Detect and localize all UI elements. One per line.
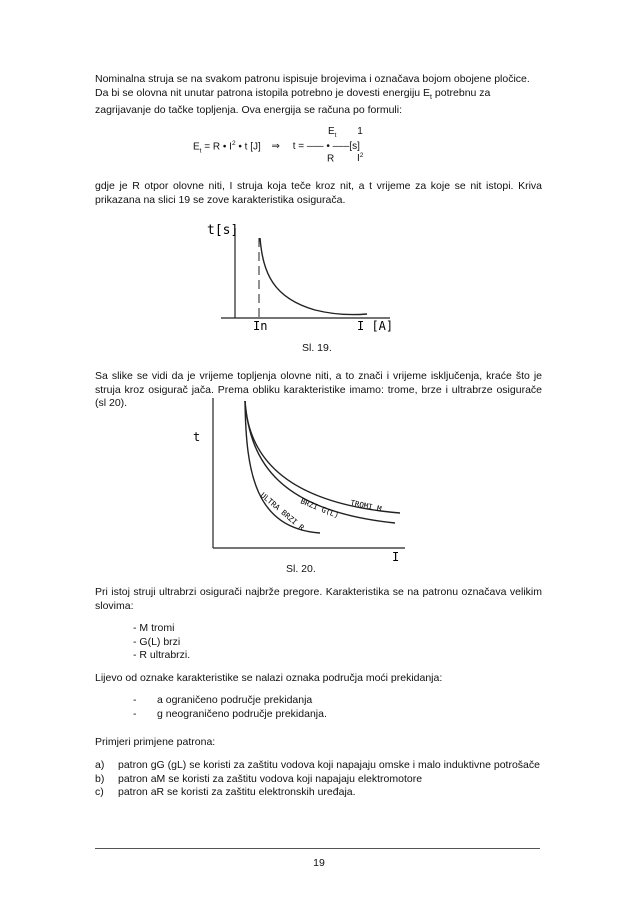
intro-line-3: zagrijavanje do tačke topljenja. Ova energija se računa po formuli: [95,104,403,117]
breaking-range-list [133,694,327,721]
fig19-in-label: In [253,319,268,333]
figure-19 [195,218,405,334]
formula-explanation: gdje je R otpor olovne niti, I struja koja teče kroz nit, a t vrijeme za koje se nit istopi. Kriva prikazana na slici 19 se zove karakteristika osigurača. [95,180,542,206]
intro-paragraph [95,73,542,118]
fig20-label-brzi: BRZI G(L) [299,496,341,521]
formula-main-line: $E_t = R$ • $I^2$ • t [J] ⇒ t = ––– • –––[s] [193,140,360,155]
fig19-caption: Sl. 19. [302,342,332,354]
examples-list [95,759,542,800]
intro-line-2: Da bi se olovna nit unutar patrona istopila potrebno je dovesti energiju $E_t$ potrebnu za [95,86,491,101]
list-item: - M tromi [133,622,175,634]
fig20-x-label: I [392,550,400,563]
list-item: a) patron gG (gL) se koristi za zaštitu vodova koji napajaju omske i malo induktivne potrošače [95,759,540,771]
implies-symbol: ⇒ [271,141,280,153]
page-number: 19 [313,857,325,869]
formula-denominators: R $I^2$ [327,152,364,165]
fig19-y-label: t[s] [207,223,239,238]
intro-line-1: Nominalna struja se na svakom patronu ispisuje brojevima i označava bojom obojene pločice. [95,73,530,85]
list-item: - a ograničeno područje prekidanja [133,694,313,706]
ultrafast-paragraph: Pri istoj struji ultrabrzi osigurači najbrže pregore. Karakteristika se na patronu označava velikim slovima: [95,586,542,612]
characteristics-paragraph: Sa slike se vidi da je vrijeme topljenja olovne niti, a to znači i vrijeme isključenja, kraće što je struja kroz osigurač jača. Prema obliku karakteristike imamo: trome, brze i ultrabrze osigurače (sl 20). [95,370,542,409]
list-item: - g neograničeno područje prekidanja. [133,707,327,720]
fig20-label-tromi: TROMI M [349,498,383,514]
list-item: - R ultrabrzi. [133,649,191,661]
fig19-melting-curve [260,238,367,315]
breaking-capacity-paragraph: Lijevo od oznake karakteristike se nalazi oznaka područja moći prekidanja: [95,672,443,684]
footer-rule [95,848,540,849]
characteristic-marks-list [133,622,190,663]
fig20-y-label: t [193,430,201,444]
fig20-caption: Sl. 20. [286,563,316,575]
fig19-x-label: I [A] [357,319,394,333]
examples-heading: Primjeri primjene patrona: [95,736,216,748]
list-item: b) patron aM se koristi za zaštitu vodova koji napajaju elektromotore [95,772,423,785]
list-item: c) patron aR se koristi za zaštitu elektronskih uređaja. [95,786,356,798]
fig20-label-ultrabrzi: ULTRA BRZI R [258,490,307,533]
formula-numerators: $E_t$ 1 [328,126,363,139]
figure-20 [190,393,420,563]
list-item: - G(L) brzi [133,635,181,648]
